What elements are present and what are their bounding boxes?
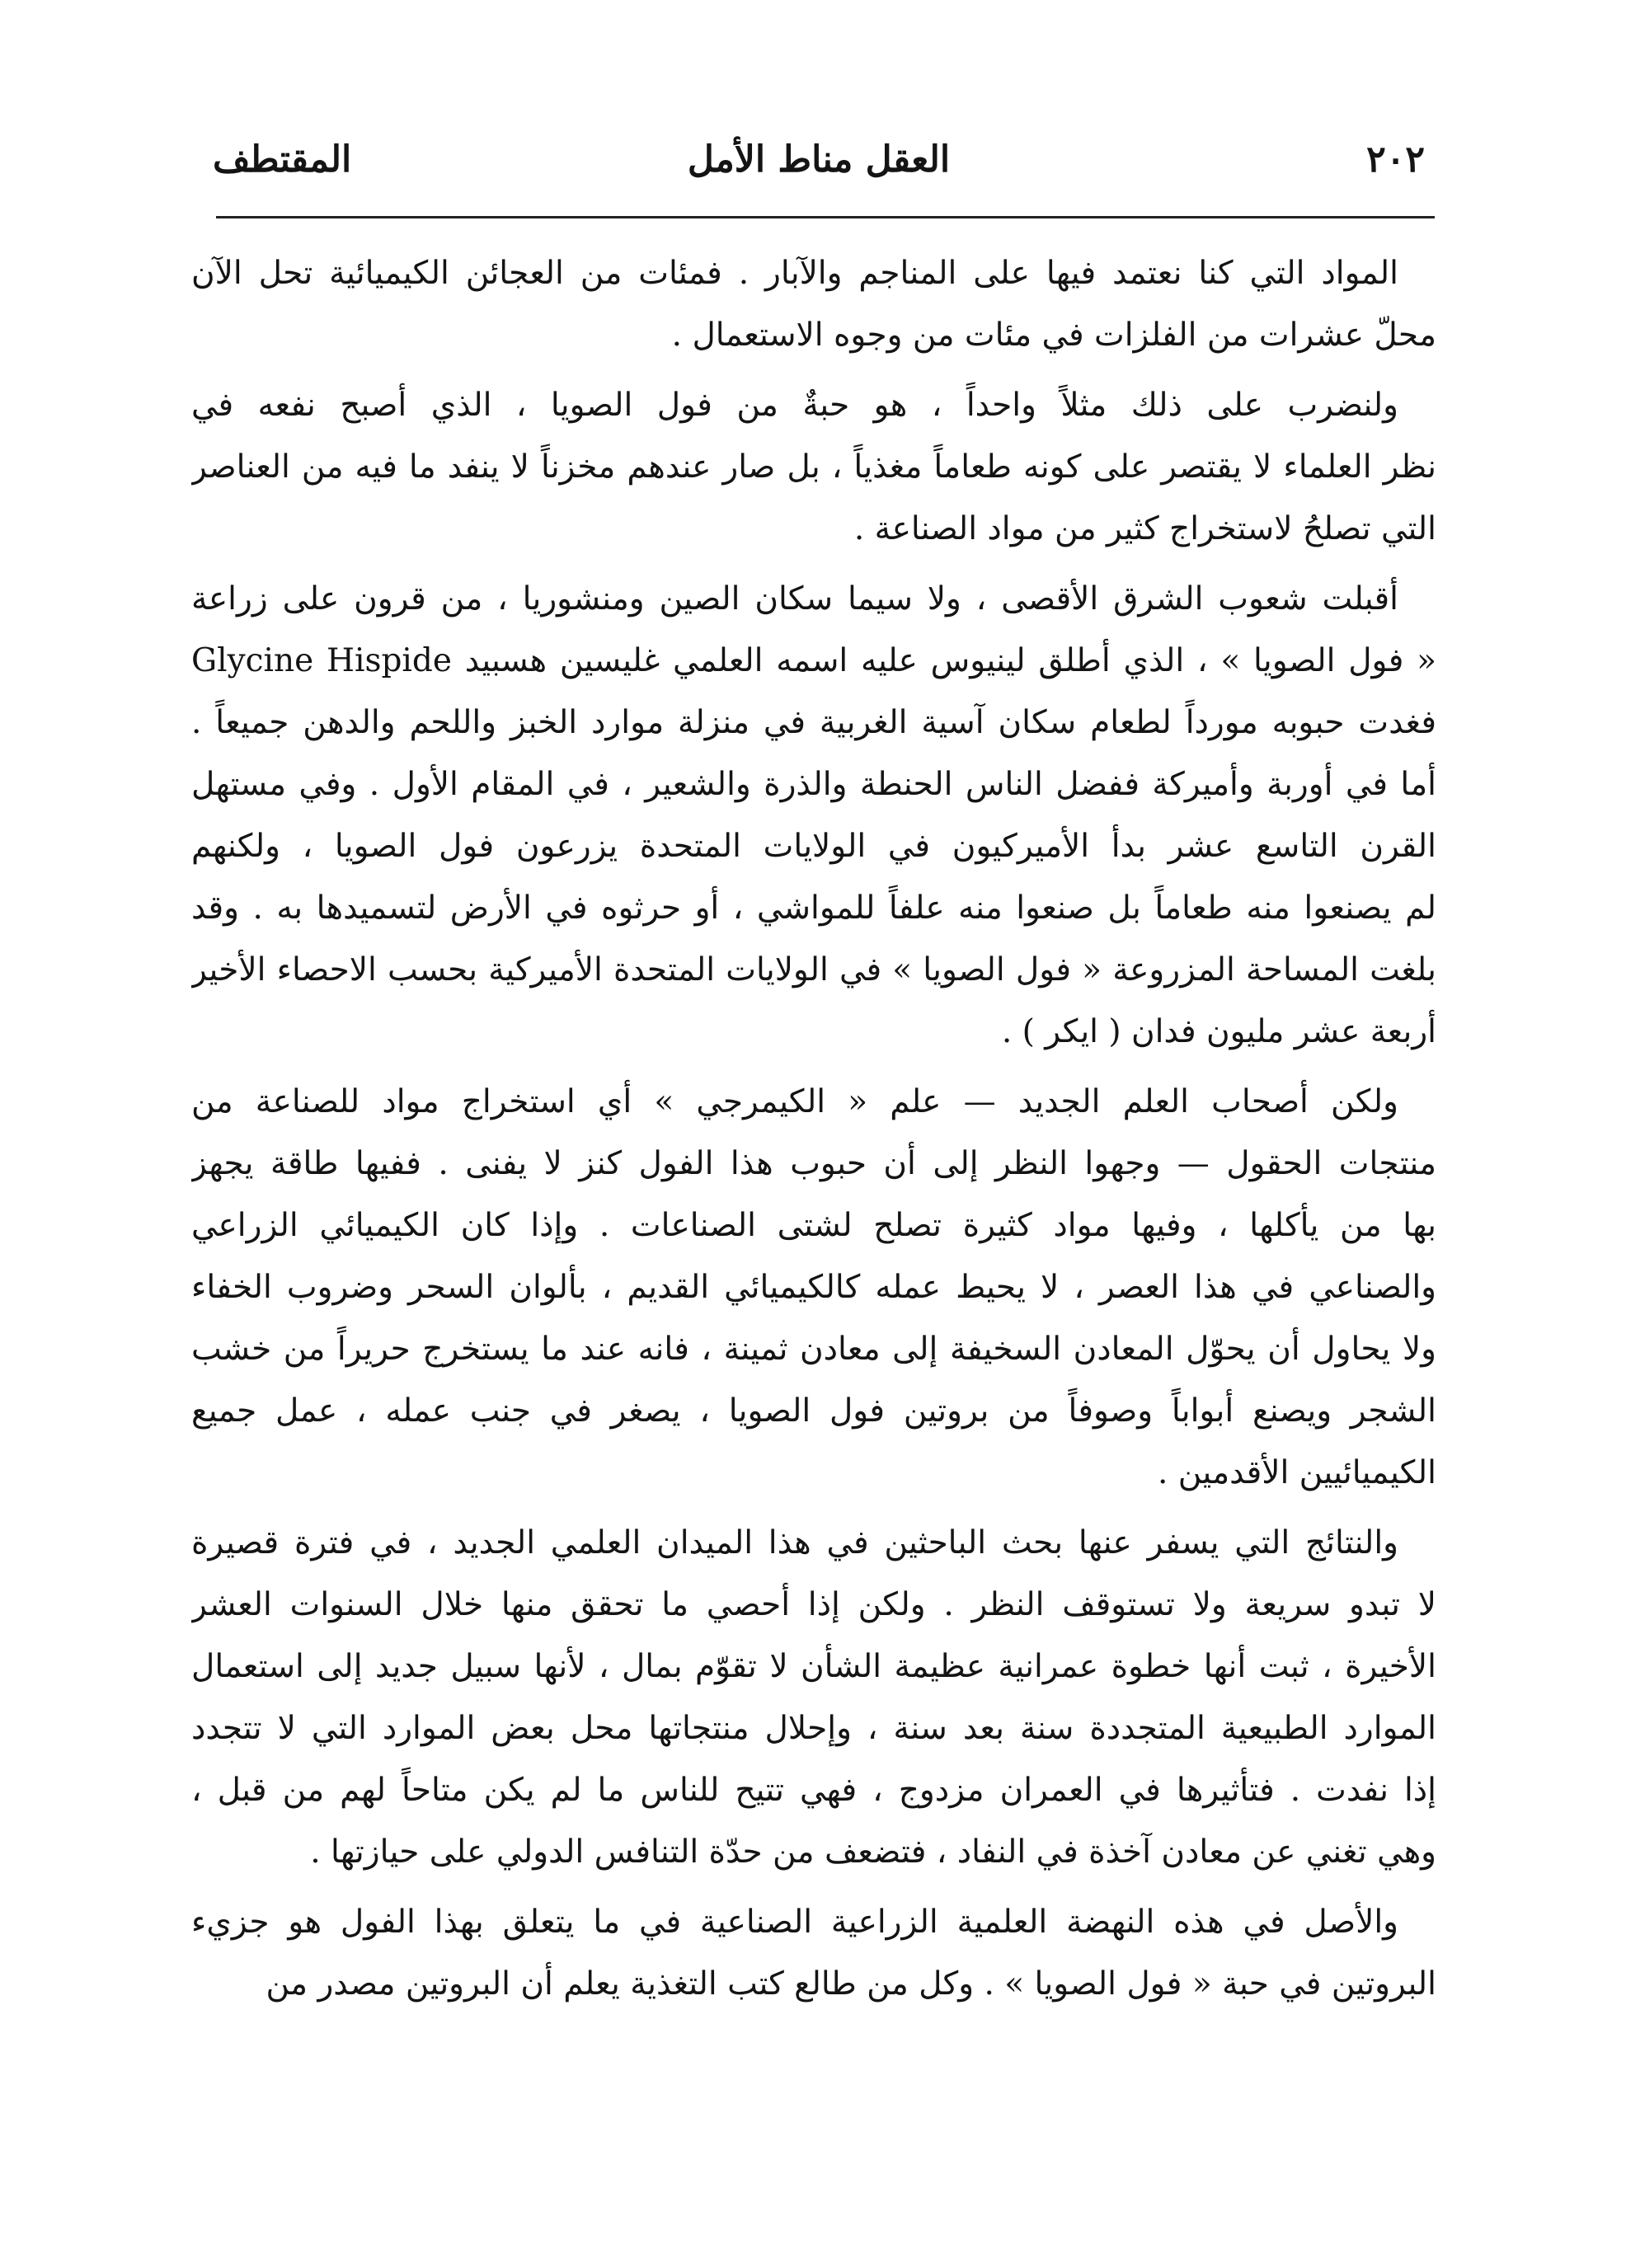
paragraph [191, 1512, 1436, 1883]
text-line: بلغت المساحة المزروعة « فول الصويا » في الولايات المتحدة الأميركية بحسب الاحصاء الأخير [191, 951, 1436, 988]
text-line: وهي تغني عن معادن آخذة في النفاد ، فتضعف من حدّة التنافس الدولي على حيازتها . [310, 1834, 1436, 1871]
text-line: الأخيرة ، ثبت أنها خطوة عمرانية عظيمة الشأن لا تقوّم بمال ، لأنها سبيل جديد إلى استعمال [191, 1648, 1436, 1685]
text-line: أربعة عشر مليون فدان ( ايكر ) . [1001, 1013, 1436, 1050]
paragraph [191, 568, 1436, 1063]
text-line: ولنضرب على ذلك مثلاً واحداً ، هو حبةٌ من فول الصويا ، الذي أصبح نفعه في [191, 387, 1398, 424]
paragraph [191, 374, 1436, 560]
page-header [213, 139, 1425, 196]
running-title: العقل مناط الأمل [687, 139, 951, 181]
article-body [191, 242, 1436, 2015]
paragraph [191, 242, 1436, 366]
text-line: البروتين في حبة « فول الصويا » . وكل من طالع كتب التغذية يعلم أن البروتين مصدر من [266, 1965, 1436, 2003]
text-line: الشجر ويصنع أبواباً وصوفاً من بروتين فول الصويا ، يصغر في جنب عمله ، عمل جميع [191, 1392, 1436, 1430]
text-line: المواد التي كنا نعتمد فيها على المناجم والآبار . فمئات من العجائن الكيميائية تحل الآن [191, 255, 1398, 292]
text-line: فغدت حبوبه مورداً لطعام سكان آسية الغربية في منزلة موارد الخبز واللحم والدهن جميعاً . [191, 704, 1436, 741]
text-line: ولا يحاول أن يحوّل المعادن السخيفة إلى معادن ثمينة ، فانه عند ما يستخرج حريراً من خشب [191, 1331, 1436, 1368]
text-line: والصناعي في هذا العصر ، لا يحيط عمله كالكيميائي القديم ، بألوان السحر وضروب الخفاء [191, 1269, 1436, 1306]
text-line: التي تصلحُ لاستخراج كثير من مواد الصناعة . [853, 510, 1436, 547]
journal-name: المقتطف [213, 139, 352, 181]
text-line: أقبلت شعوب الشرق الأقصى ، ولا سيما سكان الصين ومنشوريا ، من قرون على زراعة [191, 580, 1398, 617]
paragraph [191, 1071, 1436, 1504]
text-line: الموارد الطبيعية المتجددة سنة بعد سنة ، وإحلال منتجاتها محل بعض الموارد التي لا تتجدد [191, 1710, 1436, 1747]
text-line: القرن التاسع عشر بدأ الأميركيون في الولايات المتحدة يزرعون فول الصويا ، ولكنهم [191, 828, 1436, 865]
page-number: ٢٠٢ [1366, 139, 1425, 181]
text-line: محلّ عشرات من الفلزات في مئات من وجوه الاستعمال . [671, 317, 1436, 354]
text-line: منتجات الحقول — وجهوا النظر إلى أن حبوب هذا الفول كنز لا يفنى . ففيها طاقة يجهز [191, 1145, 1436, 1182]
text-line: بها من يأكلها ، وفيها مواد كثيرة تصلح لشتى الصناعات . وإذا كان الكيميائي الزراعي [191, 1207, 1436, 1244]
text-line: إذا نفدت . فتأثيرها في العمران مزدوج ، فهي تتيح للناس ما لم يكن متاحاً لهم من قبل ، [191, 1772, 1436, 1809]
text-line: « فول الصويا » ، الذي أطلق لينيوس عليه اسمه العلمي غليسين هسبيد Glycine Hispide [191, 642, 1436, 679]
text-line: والنتائج التي يسفر عنها بحث الباحثين في هذا الميدان العلمي الجديد ، في فترة قصيرة [191, 1524, 1398, 1561]
text-line: والأصل في هذه النهضة العلمية الزراعية الصناعية في ما يتعلق بهذا الفول هو جزيء [191, 1904, 1398, 1941]
text-line: لا تبدو سريعة ولا تستوقف النظر . ولكن إذا أحصي ما تحقق منها خلال السنوات العشر [191, 1586, 1436, 1623]
text-line: لم يصنعوا منه طعاماً بل صنعوا منه علفاً للمواشي ، أو حرثوه في الأرض لتسميدها به . وقد [191, 890, 1436, 927]
text-line: الكيميائيين الأقدمين . [1157, 1454, 1436, 1491]
text-line: نظر العلماء لا يقتصر على كونه طعاماً مغذياً ، بل صار عندهم مخزناً لا ينفد ما فيه من العناصر [191, 448, 1436, 486]
text-line: ولكن أصحاب العلم الجديد — علم « الكيمرجي » أي استخراج مواد للصناعة من [191, 1083, 1398, 1120]
text-line: أما في أوربة وأميركة ففضل الناس الحنطة والذرة والشعير ، في المقام الأول . وفي مستهل [191, 766, 1436, 803]
header-rule [216, 216, 1435, 218]
paragraph [191, 1891, 1436, 2015]
